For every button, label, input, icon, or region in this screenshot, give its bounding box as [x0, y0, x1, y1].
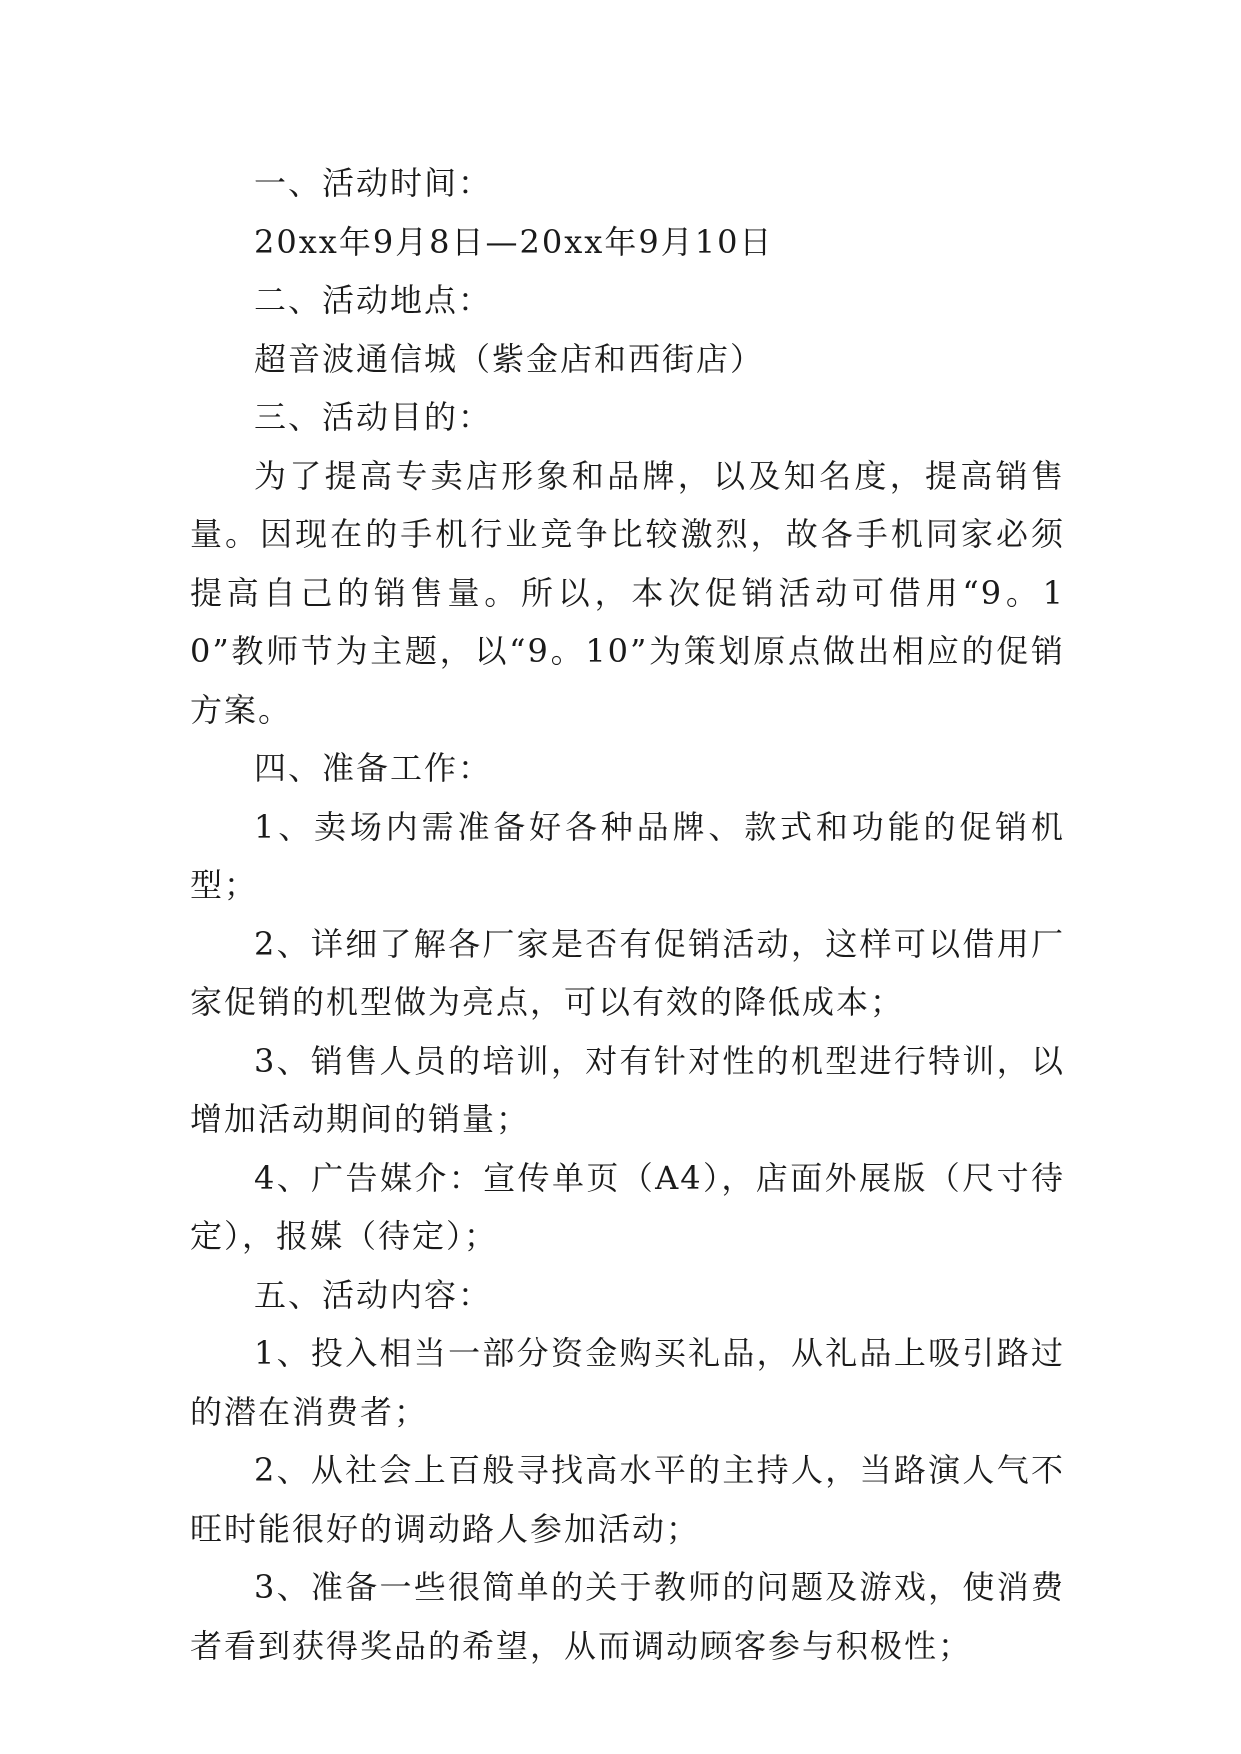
heading-activity-purpose: 三、活动目的：	[254, 398, 493, 436]
content-item-1: 1、投入相当一部分资金购买礼品，从礼品上吸引路过的潜在消费者；	[190, 1334, 1065, 1431]
heading-activity-content: 五、活动内容：	[254, 1275, 493, 1314]
heading-preparation: 四、准备工作：	[254, 749, 493, 787]
activity-location: 超音波通信城（紫金店和西街店）	[254, 339, 765, 378]
document-body	[190, 154, 1065, 1675]
content-item-3: 3、准备一些很简单的关于教师的问题及游戏，使消费者看到获得奖品的希望，从而调动顾客参与积极性；	[190, 1568, 1065, 1665]
heading-activity-time: 一、活动时间：	[254, 164, 493, 202]
preparation-item-2: 2、详细了解各厂家是否有促销活动，这样可以借用厂家促销的机型做为亮点，可以有效的降低成本；	[190, 924, 1065, 1021]
preparation-item-4: 4、广告媒介：宣传单页（A4），店面外展版（尺寸待定），报媒（待定）；	[190, 1158, 1065, 1255]
content-item-2: 2、从社会上百般寻找高水平的主持人，当路演人气不旺时能很好的调动路人参加活动；	[190, 1451, 1065, 1548]
heading-activity-location: 二、活动地点：	[254, 281, 493, 319]
activity-dates: 20xx年9月8日—20xx年9月10日	[254, 222, 774, 261]
activity-purpose-text: 为了提高专卖店形象和品牌，以及知名度，提高销售量。因现在的手机行业竞争比较激烈，故各手机同家必须提高自己的销售量。所以，本次促销活动可借用“9。10”教师节为主题，以“9。10”为策划原点做出相应的促销方案。	[190, 456, 1065, 729]
preparation-item-1: 1、卖场内需准备好各种品牌、款式和功能的促销机型；	[190, 807, 1065, 904]
preparation-item-3: 3、销售人员的培训，对有针对性的机型进行特训，以增加活动期间的销量；	[190, 1041, 1065, 1138]
